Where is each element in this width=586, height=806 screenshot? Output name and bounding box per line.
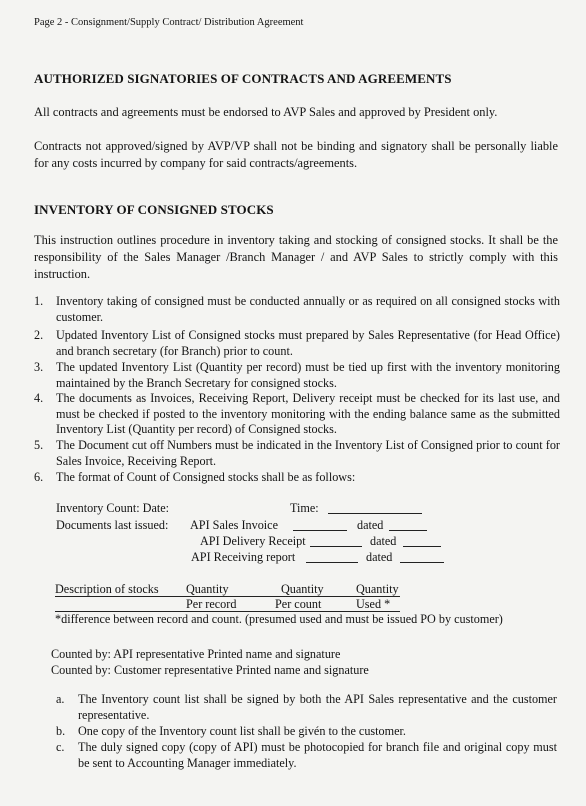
description-of-stocks-header: Description of stocks (55, 582, 159, 596)
api-receiving-report-label: API Receiving report (191, 550, 296, 564)
signatories-paragraph-2: Contracts not approved/signed by AVP/VP shall not be binding and signatory shall be personally liable for any costs incurred by company for said contracts/agreements. (34, 139, 558, 170)
list-item-number: 5. (34, 438, 44, 452)
inventory-intro-paragraph: This instruction outlines procedure in inventory taking and stocking of consigned stocks. It shall be the responsibility of the Sales Manager /Branch Manager / and AVP Sales to strictly comply with this instruction. (34, 233, 558, 281)
list-item (34, 438, 560, 469)
difference-note: *difference between record and count. (presumed used and must be issued PO by customer) (55, 612, 503, 626)
list-item (34, 360, 560, 391)
list-item-letter: a. (56, 692, 65, 706)
inventory-count-date-label: Inventory Count: Date: (56, 501, 170, 515)
used-header: Used * (356, 597, 391, 611)
documents-last-issued-label: Documents last issued: (56, 518, 169, 532)
section-heading-signatories: AUTHORIZED SIGNATORIES OF CONTRACTS AND AGREEMENTS (34, 71, 452, 86)
dated-label: dated (366, 550, 393, 564)
dated-label: dated (357, 518, 384, 532)
list-item-number: 6. (34, 470, 44, 484)
dated-blank (389, 519, 427, 531)
section-heading-inventory: INVENTORY OF CONSIGNED STOCKS (34, 202, 274, 217)
page-header: Page 2 - Consignment/Supply Contract/ Distribution Agreement (34, 17, 304, 28)
list-item (56, 724, 557, 740)
counted-by-api: Counted by: API representative Printed name and signature (51, 647, 341, 661)
delivery-receipt-blank (310, 535, 362, 547)
counted-by-customer: Counted by: Customer representative Printed name and signature (51, 663, 369, 677)
list-item-text: The Document cut off Numbers must be indicated in the Inventory List of Consigned prior to count for Sales Invoice, Receiving Report. (56, 438, 560, 468)
list-item-number: 1. (34, 294, 44, 308)
list-item (34, 328, 560, 359)
list-item (56, 740, 557, 771)
sales-invoice-blank (293, 519, 347, 531)
list-item-text: The documents as Invoices, Receiving Report, Delivery receipt must be checked for its last use, and must be checked if posted to the inventory monitoring with the ending balance same as the submitted Inventory List (Quantity per record) of Consigned stocks. (56, 391, 560, 437)
time-blank (328, 502, 422, 514)
list-item-text: Updated Inventory List of Consigned stocks must prepared by Sales Representative (for Head Office) and branch secretary (for Branch) prior to count. (56, 328, 560, 358)
list-item-text: Inventory taking of consigned must be conducted annually or as required on all consigned stocks with customer. (56, 294, 560, 324)
api-sales-invoice-label: API Sales Invoice (190, 518, 279, 532)
list-item (34, 294, 560, 325)
signatories-paragraph-1: All contracts and agreements must be endorsed to AVP Sales and approved by President only. (34, 105, 498, 119)
per-count-header: Per count (275, 597, 322, 611)
list-item-number: 2. (34, 328, 44, 342)
dated-label: dated (370, 534, 397, 548)
list-item-text: The updated Inventory List (Quantity per record) must be tied up first with the inventory monitoring maintained by the Branch Secretary for consigned stocks. (56, 360, 560, 390)
per-record-header: Per record (186, 597, 237, 611)
list-item (34, 391, 560, 438)
quantity-header: Quantity (281, 582, 324, 596)
list-item-text: The duly signed copy (copy of API) must be photocopied for branch file and original copy must be sent to Accounting Manager immediately. (78, 740, 557, 770)
dated-blank (403, 535, 441, 547)
dated-blank (400, 551, 444, 563)
quantity-header: Quantity (356, 582, 399, 596)
list-item-text: One copy of the Inventory count list shall be givén to the customer. (78, 724, 406, 738)
list-item-text: The format of Count of Consigned stocks shall be as follows: (56, 470, 356, 484)
list-item (34, 470, 560, 486)
list-item-text: The Inventory count list shall be signed by both the API Sales representative and the customer representative. (78, 692, 557, 722)
list-item (56, 692, 557, 723)
list-item-number: 3. (34, 360, 44, 374)
list-item-letter: b. (56, 724, 66, 738)
list-item-number: 4. (34, 391, 44, 405)
api-delivery-receipt-label: API Delivery Receipt (200, 534, 306, 548)
receiving-report-blank (306, 551, 358, 563)
time-label: Time: (290, 501, 319, 515)
list-item-letter: c. (56, 740, 65, 754)
quantity-header: Quantity (186, 582, 229, 596)
